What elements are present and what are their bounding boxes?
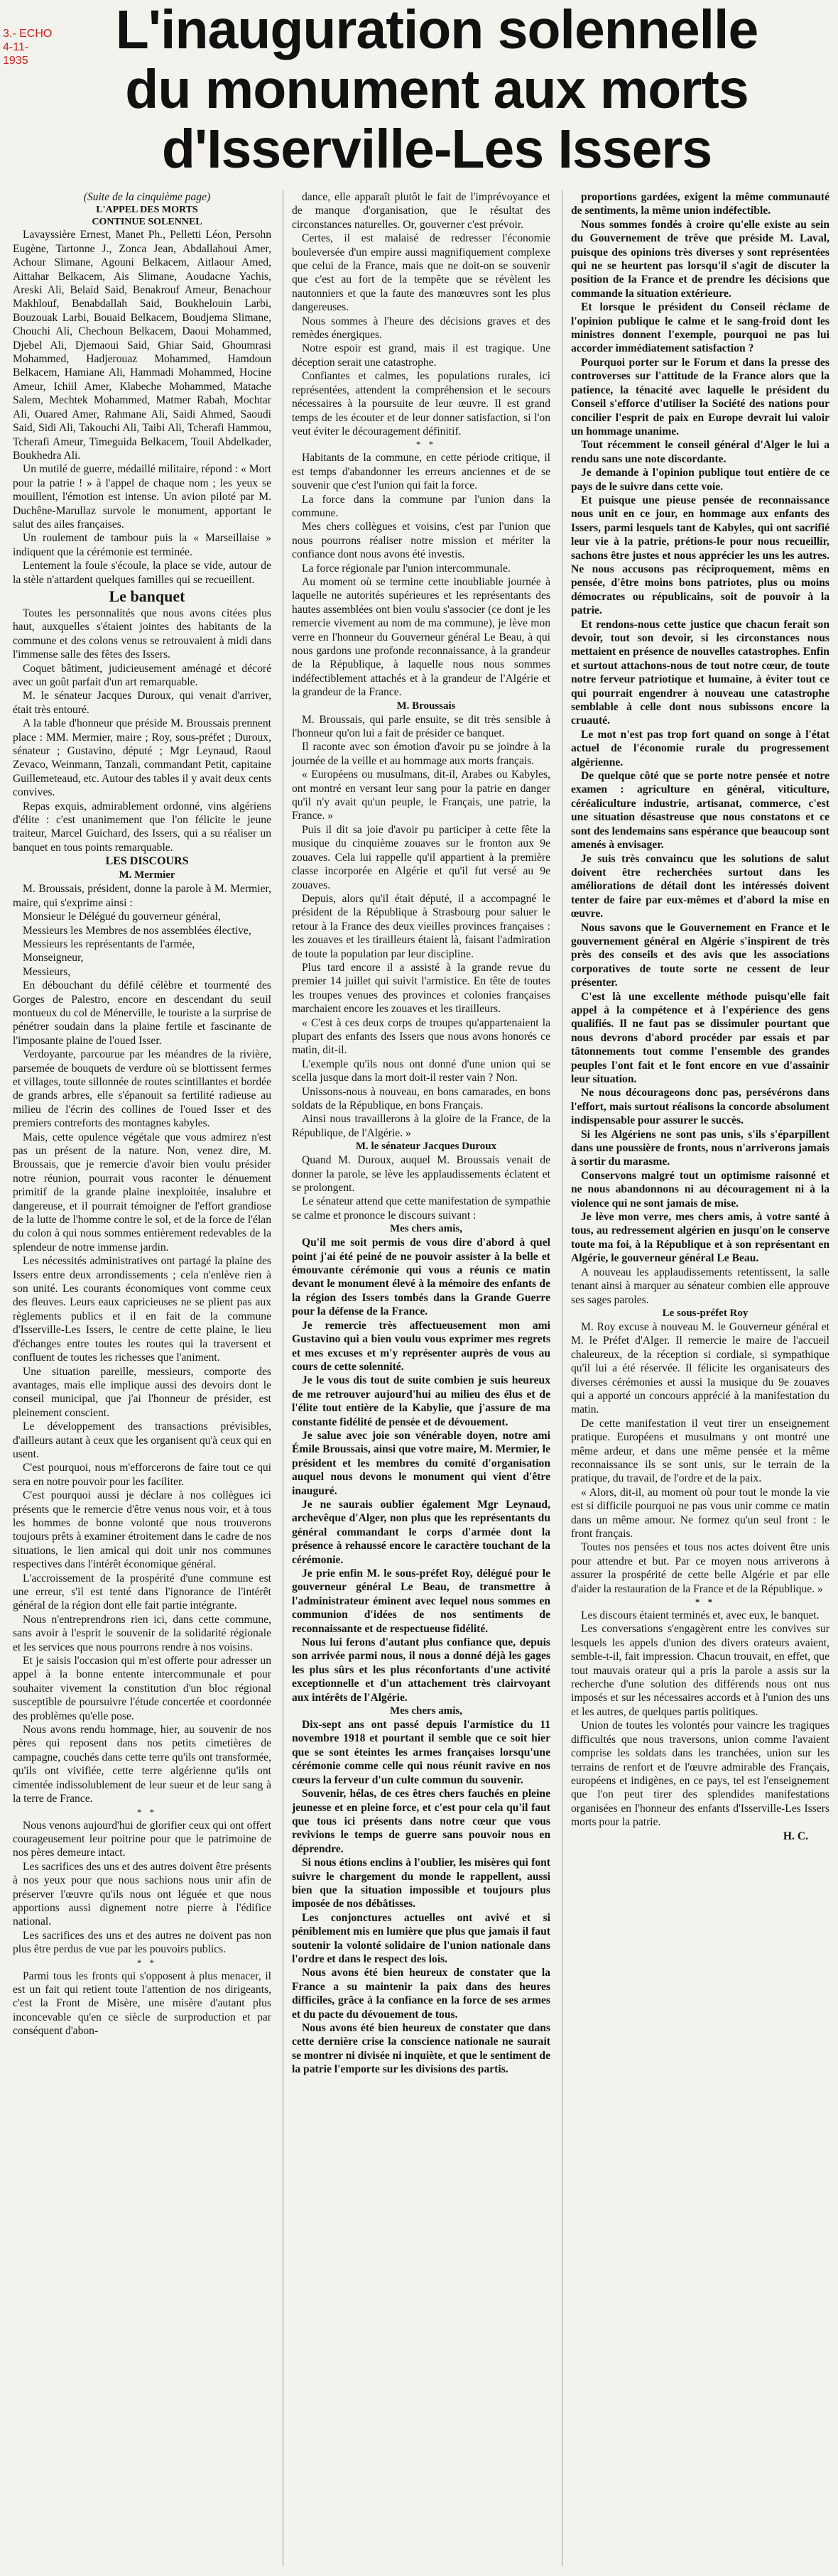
publication-date: 4-11-1935 (3, 41, 29, 67)
paragraph: Les conversations s'engagèrent entre les convives sur lesquels les appels d'union des divers orateurs avaient, semble-t-il, fait impression. Chacun trouvait, en effet, que tout mauvais orateur qui a pris la parole a assis sur la recherche d'une solution des différends nous ont nus imposés et sur les nécessaires accords et à l'union des uns et les autres, de quelques partis politiques. (571, 1623, 829, 1718)
paragraph: Pourquoi porter sur le Forum et dans la presse des controverses sur l'attitude de la France alors que la patience, la ténacité avec laquelle le président du Conseil s'efforce d'utiliser la Société des nations pour concilier l'esprit de paix en Europe devrait lui valoir un hommage unanime. (571, 356, 829, 438)
paragraph: En débouchant du défilé célèbre et tourmenté des Gorges de Palestro, encore en descendant du seuil montueux du col de Ménerville, le touriste a la surprise de pénétrer soudain dans la plaine fertile et fascinante de l'imposante plaine de l'oued Isser. (13, 979, 271, 1047)
paragraph: Le sénateur attend que cette manifestation de sympathie se calme et prononce le discours suivant : (292, 1195, 550, 1222)
paragraph: Je ne saurais oublier également Mgr Leynaud, archevêque d'Alger, non plus que les représentants du général commandant le corps d'armée dont la présence à rehaussé encore le caractère touchant de la cérémonie. (292, 1498, 550, 1566)
paragraph: Et rendons-nous cette justice que chacun ferait son devoir, tout son devoir, si les circonstances nous mettaient en présence de nouvelles catastrophes. Enfin et surtout attachons-nous de tout notre cœur, de toute notre ferveur patriotique et humaine, à éviter tout ce qui pourrait engendrer à nouveau une catastrophe semblable à celle dont nous subissons encore la cruauté. (571, 618, 829, 727)
paragraph: M. le sénateur Jacques Duroux, qui venait d'arriver, était très entouré. (13, 690, 271, 716)
speaker-heading: M. Broussais (396, 700, 456, 712)
duroux-speech (292, 1222, 550, 2076)
paragraph: « C'est à ces deux corps de troupes qu'appartenaient la plupart des enfants des Issers que nous avons honorés ce matin, dit-il. (292, 1016, 550, 1057)
paragraph: Repas exquis, admirablement ordonné, vins algériens d'élite : c'est unanimement que l'on félicite le jeune traiteur, Marcel Guichard, des Issers, qui a su réaliser un banquet en tous points remarquable. (13, 800, 271, 854)
headline (50, 0, 824, 179)
paragraph: dance, elle apparaît plutôt le fait de l'imprévoyance et de manque d'organisation, que le résultat des circonstances naturelles. Or, gouverner c'est prévoir. (292, 191, 550, 231)
paragraph: Toutes les personnalités que nous avons citées plus haut, auxquelles s'étaient jointes des habitants de la commune et des colons venus se retrouvaient à midi dans l'immense salle des fêtes des Issers. (13, 607, 271, 661)
headline-line: d'Isserville-Les Issers (161, 119, 712, 180)
paragraph: Qu'il me soit permis de vous dire d'abord à quel point j'ai été peiné de ne pouvoir assister à la belle et émouvante cérémonie qui vous a réunis ce matin devant le monument élevé à la mémoire des enfants de la région des Issers tombés dans la Grande Guerre pour la défense de la France. (292, 1237, 550, 1318)
paragraph: Tout récemment le conseil général d'Alger le lui a rendu sans une note discordante. (571, 439, 829, 465)
paragraph: A la table d'honneur que préside M. Broussais prennent place : MM. Mermier, maire ; Roy, sous-préfet ; Duroux, sénateur ; Gustavino, député ; Mgr Leynaud, Raoul Zevaco, Weinmann, Tanzali, commandant Petit, capitaine Guillemeteaud, etc. Autour des tables il y avait deux cents convives. (13, 717, 271, 799)
paragraph: Je lève mon verre, mes chers amis, à votre santé à tous, au redressement algérien en jusqu'on le conserve toute ma foi, à la République et à son représentant en Algérie, le gouverneur général Le Beau. (571, 1211, 829, 1265)
paragraph: Nous sommes fondés à croire qu'elle existe au sein du Gouvernement de trêve que préside M. Laval, puisque des opinions très diverses y sont représentées qui ne se heurtent pas lorsqu'il s'agit de discuter la position de la France et de prendre les décisions que commande la situation extérieure. (571, 218, 829, 300)
paragraph: A nouveau les applaudissements retentissent, la salle tenant ainsi à marquer au sénateur combien elle approuve ses sages paroles. (571, 1266, 829, 1306)
paragraph: Nous avons été bien heureux de constater que dans cette dernière crise la conscience nationale ne saurait se montrer ni divisée ni inquiète, et que le sentiment de la patrie l'emporte sur les divisions des partis. (292, 2022, 550, 2076)
paragraph: Union de toutes les volontés pour vaincre les tragiques difficultés que nous traversons, union comme l'avaient comprise les soldats dans les tranchées, union sur les terrains de renfort et de l'œuvre admirable des Français, européens et indigènes, en ce pays, tel est l'enseignement que l'on peut tirer des splendides manifestations organisées en l'honneur des enfants d'Isserville-Les Issers morts pour la patrie. (571, 1719, 829, 1829)
paragraph: De cette manifestation il veut tirer un enseignement pratique. Européens et musulmans y ont montré une même ardeur, et dans une même pensée et la même reconnaissance ils se sont unis, sur le terrain de la pratique, du travail, de l'ordre et de la paix. (571, 1417, 829, 1485)
paragraph: Messieurs les représentants de l'armée, (23, 938, 195, 950)
paragraph: Un mutilé de guerre, médaillé militaire, répond : « Mort pour la patrie ! » à l'appel de chaque nom ; les yeux se mouillent, l'émotion est intense. Un avion piloté par M. Duchêne-Marullaz survole le monument, apportant le salut des ailes françaises. (13, 463, 271, 531)
paragraph: M. Broussais, qui parle ensuite, se dit très sensible à l'honneur qu'on lui a fait de présider ce banquet. (292, 713, 550, 740)
paragraph: Le mot n'est pas trop fort quand on songe à l'état actuel de l'économie rurale du progressement algérienne. (571, 728, 829, 768)
paragraph: Certes, il est malaisé de redresser l'économie bouleversée d'un empire aussi magnifiquement complexe que celui de la France, mais que ne doit-on se souvenir que c'est au fort de la tempête que se révèlent les nautonniers et que la faute des manœuvres sont les plus dangereuses. (292, 232, 550, 314)
paragraph: Depuis, alors qu'il était député, il a accompagné le président de la République à Strasbourg pour saluer le retour à la France des deux vieilles provinces françaises : les zouaves et les tirailleurs étaient là, faisant l'admiration de toute la population par leur discipline. (292, 892, 550, 960)
column-1 (13, 190, 271, 2566)
paragraph: Et puisque une pieuse pensée de reconnaissance nous unit en ce jour, en hommage aux enfants des Issers, parmi lesquels tant de Kabyles, qui ont sacrifié leur vie à la patrie, prétions-le pour nous recueillir, sachons être justes et nous apprécier les uns les autres. Ne nous accusons pas réciproquement, mêms en pensée, d'être moins bons patriotes, plus ou moins démocrates ou républicains, soit de pouvoir à la patrie. (571, 494, 829, 617)
paragraph: Ne nous décourageons donc pas, persévérons dans l'effort, mais surtout réalisons la concorde absolument indispensable pour assurer le succès. (571, 1087, 829, 1127)
paragraph: Lentement la foule s'écoule, la place se vide, autour de la stèle n'attardent quelques familles qui se recueillent. (13, 560, 271, 586)
paragraph: « Alors, dit-il, au moment où pour tout le monde la vie est si difficile pourquoi ne pas vous unir comme ce matin dans un même amour. Ne formez qu'un seul front : le front français. (571, 1486, 829, 1540)
paragraph: Et lorsque le président du Conseil réclame de l'opinion publique le calme et le sang-froid dont les ministres donnent l'exemple, pourquoi ne pas lui accorder immédiatement satisfaction ? (571, 301, 829, 355)
paragraph: Si les Algériens ne sont pas unis, s'ils s'éparpillent dans une poussière de fronts, nous n'arriverons jamais à sortir du marasme. (571, 1128, 829, 1168)
paragraph: Je demande à l'opinion publique tout entière de ce pays de le suivre dans cette voie. (571, 467, 829, 493)
paragraph: « Européens ou musulmans, dit-il, Arabes ou Kabyles, ont montré en versant leur sang pour la patrie en danger qu'il n'y avait qu'un peuple, le Français, une patrie, la France. » (292, 768, 550, 822)
paragraph: Les sacrifices des uns et des autres ne doivent pas non plus être perdus de vue par les pouvoirs publics. (13, 1929, 271, 1956)
paragraph: Coquet bâtiment, judicieusement aménagé et décoré avec un goût parfait d'un art remarquable. (13, 662, 271, 688)
speaker-heading: Le sous-préfet Roy (662, 1307, 749, 1319)
paragraph: Puis il dit sa joie d'avoir pu participer à cette fête la musique du cinquième zouaves sur le fronton aux 9e zouaves. Cela lui rappelle qu'il appartient à la première classe incorporée en Algérie et qu'il fut versé au 9e zouaves. (292, 823, 550, 891)
paragraph: Au moment où se termine cette inoubliable journée à laquelle ne autorités supérieures et les représentants des hautes assemblées ont bien voulu s'associer (ce dont je les remercie vivement au nom de ma commune), je lève mon verre en l'honneur du Gouverneur général Le Beau, à qui nous gardons une profonde reconnaissance, à la grandeur de la République, à laquelle nous nous sommes indéfectiblement attachés et à la grandeur de l'Algérie et la grandeur de la France. (292, 575, 550, 699)
paragraph: Je prie enfin M. le sous-préfet Roy, délégué pour le gouverneur général Le Beau, de transmettre à l'administrateur éminent avec lequel nous sommes en communion d'idées de nos sentiments de reconnaissante et de respectueuse fidélité. (292, 1567, 550, 1635)
subheading: CONTINUE SOLENNEL (92, 217, 202, 228)
paragraph: Les sacrifices des uns et des autres doivent être présents à nos yeux pour que nous sachions nous unir afin de préserver l'œuvre qu'ils nous ont léguée et que nous apportions aussi dignement notre pierre à l'édifice national. (13, 1860, 271, 1928)
paragraph: Messieurs les Membres de nos assemblées élective, (23, 924, 251, 937)
paragraph: Monsieur le Délégué du gouverneur général, (23, 911, 221, 923)
paragraph: Je suis très convaincu que les solutions de salut doivent être recherchées surtout dans les améliorations de détail dont les intéressés doivent tenter de faire par eux-mêmes et d'abord la mise en œuvre. (571, 852, 829, 920)
headline-line: du monument aux morts (125, 59, 749, 120)
paragraph: C'est là une excellente méthode puisqu'elle fait appel à la compétence et à l'expérience des gens qualifiés. Il ne faut pas se dissimuler pourtant que nous devrons d'abord procéder par essais et par tâtonnements tout comme l'ensemble des grandes peuples l'ont fait et le font encore en vue d'assainir leur situation. (571, 990, 829, 1085)
paragraph: M. Broussais, président, donne la parole à M. Mermier, maire, qui s'exprime ainsi : (13, 883, 271, 909)
paragraph: Nous n'entreprendrons rien ici, dans cette commune, sans avoir à l'esprit le souvenir de la solidarité régionale et les services que nous pourrons rendre à nos voisins. (13, 1613, 271, 1653)
paragraph: Souvenir, hélas, de ces êtres chers fauchés en pleine jeunesse et en pleine force, et c'est pour cela qu'il faut que tous ici présents dans notre cœur que vous revivions le temps de guerre sans pouvoir nous en déprendre. (292, 1788, 550, 1855)
paragraph: Ainsi nous travaillerons à la gloire de la France, de la République, de l'Algérie. » (292, 1113, 550, 1139)
headline-line: L'inauguration solennelle (115, 0, 758, 60)
paragraph: Nous avons rendu hommage, hier, au souvenir de nos pères qui reposent dans nos petits cimetières de campagne, couchés dans cette terre qu'ils ont transformée, qu'ils ont vivifiée, cette terre algérienne qu'ils ont cimentée indissolublement de leur sueur et de leur sang à la terre de France. (13, 1724, 271, 1805)
paragraph: L'accroissement de la prospérité d'une commune est une erreur, s'il est tenté dans l'ignorance de l'intérêt général de la région dont elle fait partie intégrante. (13, 1572, 271, 1612)
paragraph: Les discours étaient terminés et, avec eux, le banquet. (581, 1609, 820, 1622)
paragraph: Je le vous dis tout de suite combien je suis heureux de me retrouver aujourd'hui au milieu des élus et de l'élite tout entière de la Kabylie, que j'assure de ma constante fidélité de pensée et de dévouement. (292, 1374, 550, 1428)
publication-name: 3.- ECHO (3, 28, 53, 40)
article-columns (13, 190, 829, 2566)
paragraph: La force régionale par l'union intercommunale. (302, 562, 511, 575)
paragraph: Lavayssière Ernest, Manet Ph., Pelletti Léon, Persohn Eugène, Tartonne J., Zonca Jean, Abdallahoui Amer, Achour Slimane, Agouni Belkacem, Aitlaour Amed, Aittahar Belkacem, Ais Slimane, Aoudacne Yachis, Areski Ali, Belaid Said, Benakrouf Ameur, Benachour Makhlouf, Benabdallah Said, Boukhelouin Larbi, Bouzouak Larbi, Bouaid Belkacem, Boudjema Slimane, Chouchi Ali, Chechoun Belkacem, Daoui Mohammed, Djebel Ali, Djemaoui Said, Ghiar Said, Ghoumrasi Mohammed, Hadjerouaz Mohammed, Hamdoun Belkacem, Hamiane Ali, Hammadi Mohammed, Hocine Ameur, Ichiil Amer, Klabeche Mohammed, Matache Salem, Mechtek Mohammed, Matmer Rabah, Mochtar Ali, Ouared Amer, Rahmane Ali, Saidi Ahmed, Saoudi Said, Sidi Ali, Takouchi Ali, Taibi Ali, Tcherafi Hammou, Tcherafi Ameur, Timeguida Belkacem, Touil Abdelkader, Boukhedra Ali. (13, 229, 271, 462)
paragraph: Nous lui ferons d'autant plus confiance que, depuis son arrivée parmi nous, il nous a donné déjà les gages les plus sûrs et les plus réconfortants d'une activité exceptionnelle et d'un attachement très clairvoyant aux intérêts de l'Algérie. (292, 1636, 550, 1704)
paragraph: Conservons malgré tout un optimisme raisonné et ne nous abandonnons ni au découragement ni à la violence qui ne sont jamais de mise. (571, 1169, 829, 1210)
paragraph: Parmi tous les fronts qui s'opposent à plus menacer, il est un fait qui retient toute l'attention de nos dirigeants, c'est la Front de Misère, une misère d'autant plus inconcevable qu'en ce siècle de surproduction et par conséquent d'abon- (13, 1969, 271, 2038)
paragraph: Verdoyante, parcourue par les méandres de la rivière, parsemée de bouquets de verdure où se blottissent fermes et villages, toute sillonnée de routes scintillantes et bordée de grands arbres, elle s'épanouit sa fertilité radieuse au milieu de l'écrin des collines de l'oued Isser et des premiers contreforts des montagnes kabyles. (13, 1048, 271, 1130)
paragraph: M. Roy excuse à nouveau M. le Gouverneur général et M. le Préfet d'Alger. Il remercie le maire de l'accueil chaleureux, de la réception si cordiale, si sympathique qu'il lui a été réservée. Il félicite les organisateurs des diverses cérémonies et aussi la musique du 9e zouaves qui a apporté un concours apprécié à la manifestation du matin. (571, 1320, 829, 1416)
paragraph: Unissons-nous à nouveau, en bons camarades, en bons soldats de la République, en bons Français. (292, 1085, 550, 1112)
paragraph: Les conjonctures actuelles ont avivé et si péniblement mis en lumière que plus que jamais il faut soutenir la volonté solidaire de l'union nationale dans l'ordre et dans le respect des lois. (292, 1911, 550, 1965)
continuation-note: (Suite de la cinquième page) (83, 191, 211, 203)
paragraph: Je remercie très affectueusement mon ami Gustavino qui a bien voulu vous exprimer mes regrets et mes excuses et m'y représenter auprès de vous au cours de cette solennité. (292, 1319, 550, 1373)
separator-stars: * * (415, 439, 437, 450)
subheading: L'APPEL DES MORTS (96, 205, 198, 216)
author-signature: H. C. (783, 1830, 808, 1842)
paragraph: Mes chers collègues et voisins, c'est par l'union que nous pourrons réaliser notre mission et mériter la confiance dont nous avons été investis. (292, 521, 550, 561)
paragraph: Un roulement de tambour puis la « Marseillaise » indiquent que la cérémonie est terminée. (13, 532, 271, 558)
salutation: Mes chers amis, (389, 1705, 463, 1717)
separator-stars: * * (136, 1957, 158, 1968)
paragraph: Je salue avec joie son vénérable doyen, notre ami Émile Broussais, ainsi que votre maire, M. Mermier, le président et les membres du comité d'organisation auquel nous devons le monument qui vient d'être inauguré. (292, 1429, 550, 1497)
paragraph: Confiantes et calmes, les populations rurales, ici représentées, attendent la compréhension et le secours nécessaires à la poursuite de leur œuvre. Il est grand temps de les écouter et de leur donner satisfaction, si l'on veut éviter le découragement définitif. (292, 370, 550, 438)
paragraph: Nous avons été bien heureux de constater que la France a su maintenir la paix dans des heures difficiles, grâce à la confiance en la force de ses armes et du pacte du dévouement de tous. (292, 1967, 550, 2021)
paragraph: Les nécessités administratives ont partagé la plaine des Issers entre deux arrondissements ; cela n'enlève rien à son unité. Les courants économiques vont comme ceux des fleuves. Leurs eaux capricieuses ne se plient pas aux règlements publics et il en fait de la commune d'Isserville-Les Issers, le centre de cette plaine, le lieu d'échanges entre toutes les routes qui la traversent et confluent de toutes les richesses que l'animent. (13, 1255, 271, 1364)
paragraph: Mais, cette opulence végétale que vous admirez n'est pas un présent de la nature. Non, venez dire, M. Broussais, que je remercie d'avoir bien voulu présider notre réunion, pourrait vous raconter le dénuement primitif de la grande plaine inexploitée, insalubre et dangereuse, et il pourrait témoigner de l'effort grandiose de la lutte de l'homme contre le sol, et de la force de l'élan du colon à qui nous sommes entièrement redevables de la splendeur de notre immense jardin. (13, 1131, 271, 1254)
column-2 (283, 190, 550, 2566)
paragraph: Dix-sept ans ont passé depuis l'armistice du 11 novembre 1918 et pourtant il semble que ce soit hier que se sont éteintes les armes françaises lorsqu'une cérémonie comme celle qui nous réunit ravive en nos cœurs la ferveur d'un culte commun du souvenir. (292, 1719, 550, 1786)
paragraph: Habitants de la commune, en cette période critique, il est temps d'abandonner les erreurs anciennes et de se souvenir que c'est l'union qui fait la force. (292, 452, 550, 492)
paragraph: Messieurs, (23, 965, 71, 978)
paragraph: La force dans la commune par l'union dans la commune. (292, 493, 550, 519)
paragraph: Le développement des transactions prévisibles, d'ailleurs autant à ceux que les organisent qu'à ceux qui en usent. (13, 1420, 271, 1460)
paragraph: Il raconte avec son émotion d'avoir pu se joindre à la journée de la veille et au hommage aux morts français. (292, 741, 550, 767)
paragraph: Quand M. Duroux, auquel M. Broussais venait de donner la parole, se lève les applaudissements éclatent et se prolongent. (292, 1154, 550, 1195)
separator-stars: * * (136, 1806, 158, 1817)
paragraph: Toutes nos pensées et tous nos actes doivent être unis pour attendre et but. Par ce moyen nous arriverons à assurer la prospérité de cette belle Algérie et par elle d'aider la restauration de la France et de la République. » (571, 1541, 829, 1595)
paragraph: proportions gardées, exigent la même communauté de sentiments, la même union indéfectible. (571, 191, 829, 217)
paragraph: C'est pourquoi, nous m'efforcerons de faire tout ce qui sera en notre pouvoir pour les faciliter. (13, 1462, 271, 1488)
section-heading: Le banquet (109, 587, 185, 605)
paragraph: Une situation pareille, messieurs, comporte des avantages, mais elle implique aussi des devoirs dont le conseil municipal, que j'ai l'honneur de présider, est pleinement conscient. (13, 1365, 271, 1419)
paragraph: C'est pourquoi aussi je déclare à nos collègues ici présents que le remercie d'être venus nous voir, et à tous les hommes de bonne volonté que nous trouverons toujours prêts à examiner étroitement dans le cadre de nos situations, le lien amical qui doit unir nos communes respectives dans l'intérêt économique général. (13, 1489, 271, 1571)
source-label (3, 27, 53, 67)
column-3 (562, 190, 829, 2566)
paragraph: De quelque côté que se porte notre pensée et notre examen : agriculture en général, viticulture, céréaliculture industrie, artisanat, commerce, c'est une situation désastreuse que nous constatons et ce sont des lendemains sans espérance que beaucoup sont amenés à envisager. (571, 770, 829, 852)
paragraph: Si nous étions enclins à l'oublier, les misères qui font suivre le chargement du monde le rappellent, aussi bien que la situation impossible et toujours plus imposée de nos débâtisses. (292, 1857, 550, 1911)
salutation: Mes chers amis, (389, 1223, 463, 1235)
paragraph: L'exemple qu'ils nous ont donné d'une union qui se scella jusque dans la mort doit-il rester vain ? Non. (292, 1058, 550, 1085)
paragraph: Monseigneur, (23, 952, 84, 964)
paragraph: Nous venons aujourd'hui de glorifier ceux qui ont offert courageusement leur poitrine pour que le patrimoine de nos pères demeure intact. (13, 1819, 271, 1859)
paragraph: Nous savons que le Gouvernement en France et le gouvernement général en Algérie s'inspirent de très près des conseils et des avis que les associations corporatives de toute sorte ne cessent de leur présenter. (571, 921, 829, 989)
paragraph: Plus tard encore il a assisté à la grande revue du premier 14 juillet qui suivit l'armistice. En tête de toutes les troupes venues des provinces et colonies françaises marchaient encore les zouaves et les tirailleurs. (292, 961, 550, 1016)
paragraph: Nous sommes à l'heure des décisions graves et des remèdes énergiques. (292, 315, 550, 342)
speaker-heading: M. le sénateur Jacques Duroux (355, 1141, 497, 1153)
paragraph: Et je saisis l'occasion qui m'est offerte pour adresser un appel à la bonne entente intercommunale et pour souhaiter vivement la constitution d'un bloc régional susceptible de poursuivre l'étude concertée et coordonnée des problèmes qu'elle pose. (13, 1655, 271, 1722)
separator-stars: * * (695, 1597, 716, 1608)
section-heading: LES DISCOURS (105, 855, 189, 868)
speaker-heading: M. Mermier (119, 869, 175, 881)
paragraph: Notre espoir est grand, mais il est tragique. Une déception serait une catastrophe. (292, 342, 550, 369)
